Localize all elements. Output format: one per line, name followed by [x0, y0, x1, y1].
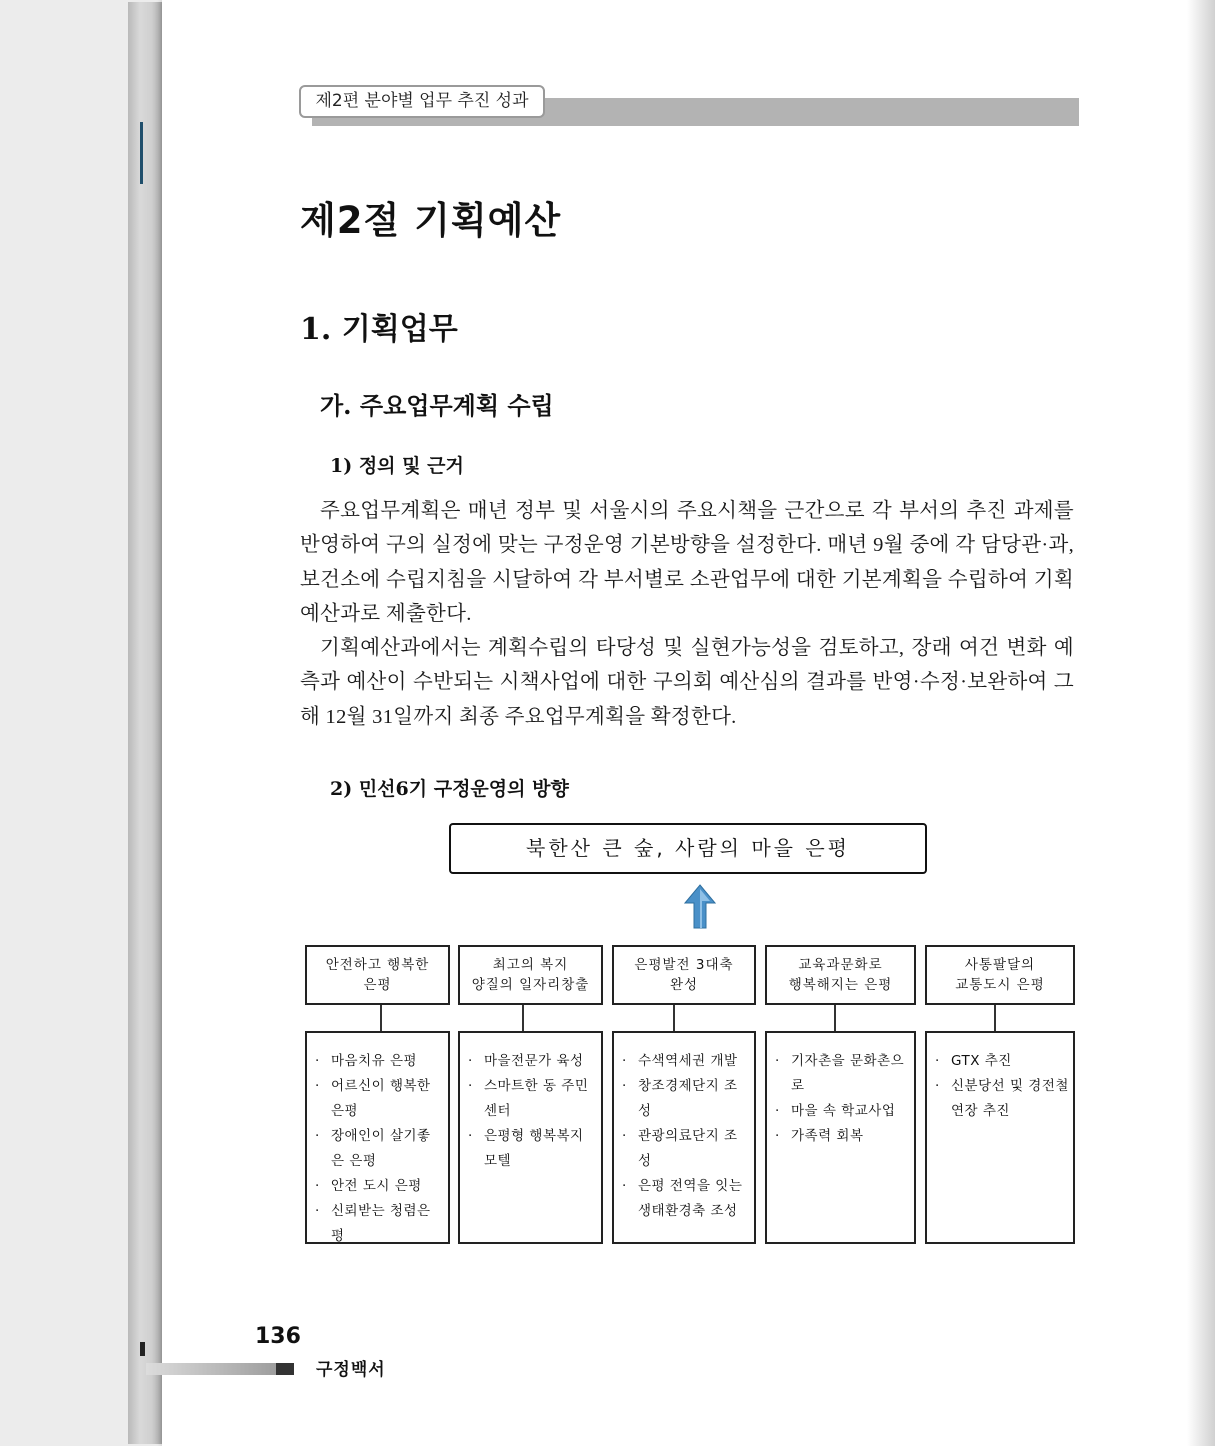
list-item: · 기자촌을 문화촌으로 [775, 1049, 910, 1099]
paragraph-text: 기획예산과에서는 계획수립의 타당성 및 실현가능성을 검토하고, 장래 여건 변화 예측과 예산이 수반되는 시책사업에 대한 구의회 예산심의 결과를 반영·수정·보완하여 그해 12월 31일까지 최종 주요업무계획을 확정한다. [300, 637, 1074, 728]
list-item: · 가족력 회복 [775, 1124, 910, 1149]
paragraph-2 [300, 631, 1074, 734]
goal-line: 최고의 복지 [492, 957, 569, 973]
footer-bar [146, 1363, 276, 1375]
list-item: · 장애인이 살기좋은 은평 [315, 1124, 444, 1174]
book-title: 구정백서 [316, 1360, 386, 1380]
connector-line [380, 1005, 382, 1031]
spine-mark [140, 1342, 145, 1356]
goal-line: 교통도시 은평 [955, 977, 1045, 993]
page-number: 136 [255, 1324, 301, 1349]
goal-line: 은평발전 3대축 [634, 957, 734, 973]
vision-box: 북한산 큰 숲, 사람의 마을 은평 [449, 823, 927, 874]
list-item: · 마을전문가 육성 [468, 1049, 597, 1074]
list-item: · GTX 추진 [935, 1049, 1069, 1074]
list-item: · 창조경제단지 조성 [622, 1074, 750, 1124]
list-item: · 마음치유 은평 [315, 1049, 444, 1074]
page-edge-shadow [1187, 0, 1215, 1446]
goal-line: 양질의 일자리창출 [471, 977, 590, 993]
chapter-label: 제2편 분야별 업무 추진 성과 [299, 85, 545, 118]
detail-box [765, 1031, 916, 1244]
detail-list [622, 1049, 750, 1224]
heading-1: 1. 기획업무 [300, 312, 458, 347]
list-item: · 신뢰받는 청렴은평 [315, 1199, 444, 1249]
subheading-definition: 1) 정의 및 근거 [330, 455, 464, 477]
goal-line: 사통팔달의 [964, 957, 1036, 973]
goal-line: 교육과문화로 [798, 957, 883, 973]
goal-box [612, 945, 756, 1005]
subheading-direction: 2) 민선6기 구정운영의 방향 [330, 778, 569, 800]
list-item: · 스마트한 동 주민센터 [468, 1074, 597, 1124]
list-item: · 안전 도시 은평 [315, 1174, 444, 1199]
detail-box [612, 1031, 756, 1244]
list-item: · 은평 전역을 잇는 생태환경축 조성 [622, 1174, 750, 1224]
detail-list [315, 1049, 444, 1249]
detail-list [935, 1049, 1069, 1124]
goal-box [765, 945, 916, 1005]
detail-box [305, 1031, 450, 1244]
list-item: · 신분당선 및 경전철 연장 추진 [935, 1074, 1069, 1124]
detail-box [925, 1031, 1075, 1244]
list-item: · 은평형 행복복지모텔 [468, 1124, 597, 1174]
list-item: · 관광의료단지 조성 [622, 1124, 750, 1174]
list-item: · 수색역세권 개발 [622, 1049, 750, 1074]
detail-box [458, 1031, 603, 1244]
goal-box [925, 945, 1075, 1005]
detail-list [775, 1049, 910, 1149]
arrow-up-icon [684, 883, 716, 929]
spine-mark [140, 122, 143, 184]
connector-line [673, 1005, 675, 1031]
connector-line [522, 1005, 524, 1031]
list-item: · 어르신이 행복한 은평 [315, 1074, 444, 1124]
connector-line [994, 1005, 996, 1031]
detail-list [468, 1049, 597, 1174]
goal-line: 완성 [669, 977, 699, 993]
section-title: 제2절 기획예산 [300, 199, 562, 242]
goal-line: 안전하고 행복한 [325, 957, 430, 973]
heading-2: 가. 주요업무계획 수립 [320, 391, 554, 420]
paragraph-1 [300, 494, 1074, 632]
paragraph-text: 주요업무계획은 매년 정부 및 서울시의 주요시책을 근간으로 각 부서의 추진 과제를 반영하여 구의 실정에 맞는 구정운영 기본방향을 설정한다. 매년 9월 중에 각 담당관·과, 보건소에 수립지침을 시달하여 각 부서별로 소관업무에 대한 기본계획을 수립하여 기획예산과로 제출한다. [300, 500, 1074, 626]
footer-mark [276, 1363, 294, 1375]
connector-line [834, 1005, 836, 1031]
goal-line: 은평 [363, 977, 392, 993]
goal-box [305, 945, 450, 1005]
goal-line: 행복해지는 은평 [788, 977, 893, 993]
goal-box [458, 945, 603, 1005]
book-spine [128, 2, 162, 1444]
list-item: · 마을 속 학교사업 [775, 1099, 910, 1124]
